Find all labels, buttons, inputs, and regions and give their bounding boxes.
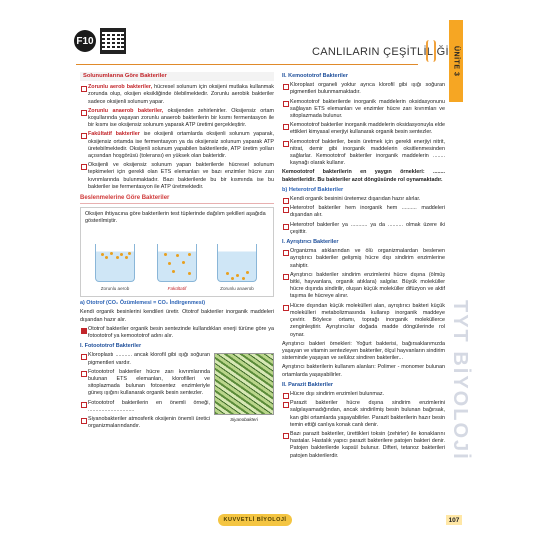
bold-paragraph: Kemoototrof bakterilerin en yaygın örnekleri: ........ bakterileridir. Bu bakteriler azot döngüsünde rol oynamaktadır. xyxy=(282,169,445,183)
beaker-label: Zorunlu anaerob xyxy=(220,286,254,292)
subsection-heading: I. Ayrıştırıcı Bakteriler xyxy=(282,239,339,246)
list-item: Bazı parazit bakteriler, ürettikleri toksin (zehirler) ile konaklarını hastalar. Hastalık yapıcı parazit bakterilere patojen bakteri denir. Patojen bakterilerde kapsül bulunur. Difteri, tetanoz bakterileri patojen bakterilerdir. xyxy=(282,431,445,460)
beaker-label: Fakültatif xyxy=(167,286,187,292)
list-item: Fotoototrof bakterilerin en önemli örneği, ............................... xyxy=(80,400,274,414)
list-item: Kemoototrof bakterilerde inorganik maddelerin oksidasyonunu sağlayan ETS elemanları ve enzimler hücre zarı kıvrımları ve sitoplazmada bulunur. xyxy=(282,99,445,121)
paragraph: Ayrıştırıcı bakterilerin kullanım alanları: Polimer - monomer bulunan ortamlarda yaşayabilirler. xyxy=(282,364,445,378)
page-number: 107 xyxy=(446,515,462,525)
list-item: Ayrıştırıcı bakteriler sindirim enzimlerini hücre dışına (ölmüş bitki, hayvanlara, organik atıklara) salgılar. Büyük moleküller hücre dışında sindirilir, oluşan küçük moleküller difüzyon ve aktif taşıma ile hücreye alınır. xyxy=(282,272,445,301)
side-brand-text: TYT BİYOLOJİ xyxy=(449,300,471,461)
test-tube-anaerob xyxy=(217,244,257,282)
paragraph: Kendi organik besinlerini kendileri üretir. Ototrof bakteriler inorganik maddeleri dışarıdan hazır alır. xyxy=(80,309,274,323)
oxygen-figure xyxy=(80,207,274,297)
list-item: Hücre dışından küçük molekülleri alan, ayrıştırıcı bakteri küçük molekülleri metabolizmasında kullanıp inorganik maddeye çevirir. Böylece ortamı, toprağı inorganik moleküllerce zenginleştirir. Ayrıştırıcılar doğada madde döngülerinde rol oynar. xyxy=(282,303,445,339)
subsection-heading: I. Fotoototrof Bakteriler xyxy=(80,343,142,350)
list-item: Kloroplast organeli yoktur ayrıca klorofil gibi ışığı soğuran pigmentleri bulunmamaktadır. xyxy=(282,82,445,96)
list-item: Organizma atıklarından ve ölü organizmalardan beslenen ayrıştırıcı bakteriler gelişmiş hücre dışı sindirim enzimlerine sahiptir. xyxy=(282,248,445,270)
list-item: Fotoototrof bakteriler hücre zarı kıvrımlarında bulunan ETS elemanları, klorofilleri ve sitoplazmada bulunan fotosentez enzimleriyle güneş ışığını kullanarak organik besin sentezler. xyxy=(80,369,274,398)
subsection-heading: II. Parazit Bakteriler xyxy=(282,381,334,388)
qr-code[interactable] xyxy=(100,28,126,54)
list-item: Oksijenli ve oksijensiz solunum yapan bakterilerde hücresel solunum tepkimeleri için gerekli olan ETS elemanları ve bazı enzimler hücre zarı kıvrımlarında bulunmaktadır. Bazı bakterilerde bu bir kısmında ise bu bakteriler ise fermentasyon ile ATP üretmektedir. xyxy=(80,162,274,191)
dna-icon xyxy=(426,40,436,62)
list-item: Parazit bakteriler hücre dışına sindirim enzimlerini salgılayamadığından, ancak sindirilmiş besin bulunan bağırsak, kan gibi ortamlarda yaşayabilirler. Parazit bakterilerin hazır besin temin ettiği canlıya konak canlı denir. xyxy=(282,400,445,429)
list-item: Zorunlu anaerob bakteriler, oksijenden zehirlenirler. Oksijensiz ortam koşullarında yaşayan zorunlu anaerob bakterilerin bir kısmı fermentasyon ile bir kısmı ise oksijensiz solunum yaparak ATP üretimi gerçekleştirir. xyxy=(80,108,274,130)
image-caption: Siyanobakteri xyxy=(230,417,258,423)
footer-banner: KUVVETLİ BİYOLOJİ xyxy=(218,514,292,526)
list-item: Fakültatif bakteriler ise oksijenli ortamlarda oksijenli solunum yaparak, oksijensiz ortamda ise fermentasyon ya da oksijensiz solunum yaparak ATP üretebilmektedir. Oksijenli solunum yapabilen bakterilerde, ATP üretim yolları açısından hoşgörüsü (toleransı) en yüksek olan bakteridir. xyxy=(80,131,274,160)
list-item: Kemoototrof bakteriler inorganik maddelerin oksidasyonuyla elde ettikleri kimyasal enerjiyi kullanarak organik besin sentezler. xyxy=(282,122,445,136)
section-heading: Solunumlarına Göre Bakteriler xyxy=(80,72,274,81)
list-item: Ototrof bakteriler organik besin sentezinde kullandıkları enerji türüne göre ya fotoototrof ya kemoototrof adını alır. xyxy=(80,326,274,340)
header-divider xyxy=(76,64,418,65)
list-item: Kloroplastı ........... ancak klorofil gibi ışığı soğuran pigmentleri vardır. xyxy=(80,352,274,366)
subsection-heading: b) Heterotrof Bakteriler xyxy=(282,186,344,193)
section-heading: Beslenmelerine Göre Bakteriler xyxy=(80,195,274,204)
list-item: Zorunlu aerob bakteriler, hücresel solunum için oksijeni mutlaka kullanmak zorunda olup, oksijen eksikliğinde ölebilmektedir. Zorunlu aerobik bakteriler sadece oksijenli solunum yapar. xyxy=(80,84,274,106)
test-tube-aerob xyxy=(95,244,135,282)
subsection-heading: a) Ototrof (CO₂ Özümlemesi = CO₂ İndirgenmesi) xyxy=(80,300,206,307)
list-item: Kemoototrof bakteriler, besin üretmek için gerekli enerjiyi nitrit, nitrat, demir gibi inorganik maddelerin oksitlenmesinden sağlarlar. Kemoototrof bakteriler inorganik maddelerin ........ kaynağı olarak kullanır. xyxy=(282,139,445,168)
publisher-logo: F10 xyxy=(74,30,96,52)
beaker-label: Zorunlu aerob xyxy=(100,286,130,292)
figure-caption: Oksijen ihtiyacına göre bakterilerin test tüplerinde dağılım şekilleri aşağıda gösterilmiştir. xyxy=(85,211,266,225)
list-item: Kendi organik besinini üretemez dışarıdan hazır alırlar. xyxy=(282,196,445,203)
list-item: Siyanobakteriler atmosferik oksijenin önemli üretici organizmalarındandır. xyxy=(80,416,274,430)
test-tube-fakultatif xyxy=(157,244,197,282)
list-item: Heterotrof bakteriler hem inorganik hem .......... maddeleri dışarıdan alır. xyxy=(282,205,445,219)
list-item: Hücre dışı sindirim enzimleri bulunmaz. xyxy=(282,391,445,398)
left-column xyxy=(80,70,274,433)
subsection-heading: II. Kemoototrof Bakteriler xyxy=(282,73,349,79)
right-column xyxy=(282,70,445,462)
chapter-title: CANLILARIN ÇEŞİTLİLİĞİ xyxy=(312,46,449,58)
paragraph: Ayrıştırıcı bakteri örnekleri: Yoğurt bakterisi, bağırsaklarımızda yaşayan ve vitamin sentezleyen bakteriler, ölçul hayvanların sindirim sisteminde yaşayan ve selüloz sindiren bakteriler... xyxy=(282,340,445,362)
list-item: Heterotrof bakteriler ya ........... ya da .......... olmak üzere iki çeşittir. xyxy=(282,222,445,236)
unit-tab: ÜNİTE 3 xyxy=(449,20,463,102)
